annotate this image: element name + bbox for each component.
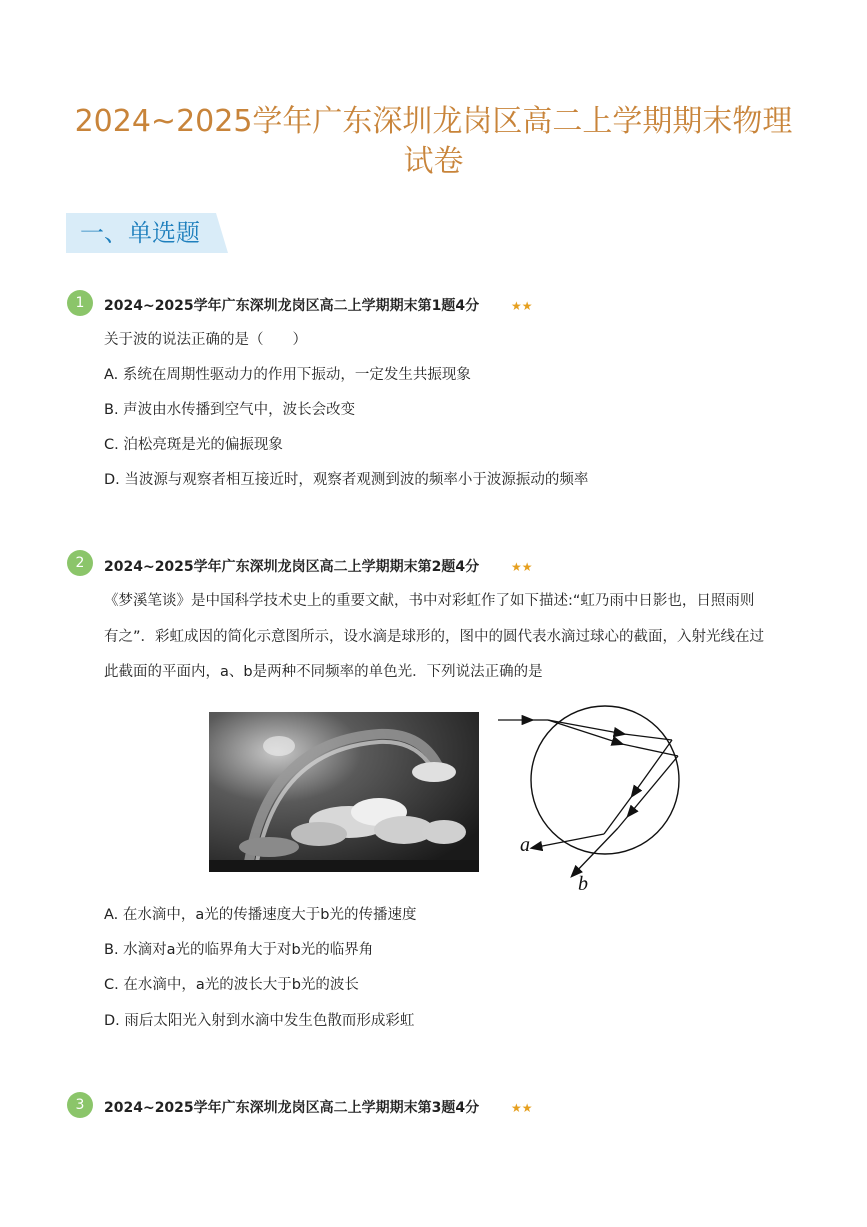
question-header: 2024~2025学年广东深圳龙岗区高二上学期期末第3题4分	[104, 1100, 480, 1116]
option-a: A. 系统在周期性驱动力的作用下振动，一定发生共振现象	[104, 367, 471, 383]
ray-label-a: a	[520, 834, 530, 856]
difficulty-stars-icon: ★★	[511, 299, 533, 313]
section-header	[66, 213, 228, 253]
question-stem: 关于波的说法正确的是（ ）	[104, 332, 307, 348]
option-b: B. 水滴对a光的临界角大于对b光的临界角	[104, 942, 374, 958]
difficulty-stars-icon: ★★	[511, 1101, 533, 1115]
option-c: C. 泊松亮斑是光的偏振现象	[104, 437, 283, 453]
question-header: 2024~2025学年广东深圳龙岗区高二上学期期末第2题4分	[104, 559, 480, 575]
question-number-badge: 3	[67, 1092, 93, 1118]
question-stem-line: 此截面的平面内，a、b是两种不同频率的单色光．下列说法正确的是	[104, 664, 543, 680]
question-header: 2024~2025学年广东深圳龙岗区高二上学期期末第1题4分	[104, 298, 480, 314]
page-title: 2024~2025学年广东深圳龙岗区高二上学期期末物理试卷	[74, 104, 793, 179]
question-stem-line: 有之”．彩虹成因的简化示意图所示，设水滴是球形的，图中的圆代表水滴过球心的截面，入射光线在过	[104, 629, 765, 645]
water-droplet-diagram	[492, 688, 704, 896]
question-number-badge: 2	[67, 550, 93, 576]
question-number-badge: 1	[67, 290, 93, 316]
section-label: 一、单选题	[80, 219, 200, 247]
option-a: A. 在水滴中，a光的传播速度大于b光的传播速度	[104, 907, 417, 923]
question-stem-line: 《梦溪笔谈》是中国科学技术史上的重要文献，书中对彩虹作了如下描述:“虹乃雨中日影也，日照雨则	[104, 593, 755, 609]
option-d: D. 雨后太阳光入射到水滴中发生色散而形成彩虹	[104, 1013, 415, 1029]
difficulty-stars-icon: ★★	[511, 560, 533, 574]
ray-label-b: b	[578, 873, 588, 895]
option-c: C. 在水滴中，a光的波长大于b光的波长	[104, 977, 359, 993]
option-d: D. 当波源与观察者相互接近时，观察者观测到波的频率小于波源振动的频率	[104, 472, 589, 488]
option-b: B. 声波由水传播到空气中，波长会改变	[104, 402, 356, 418]
rainbow-photo	[209, 712, 479, 872]
